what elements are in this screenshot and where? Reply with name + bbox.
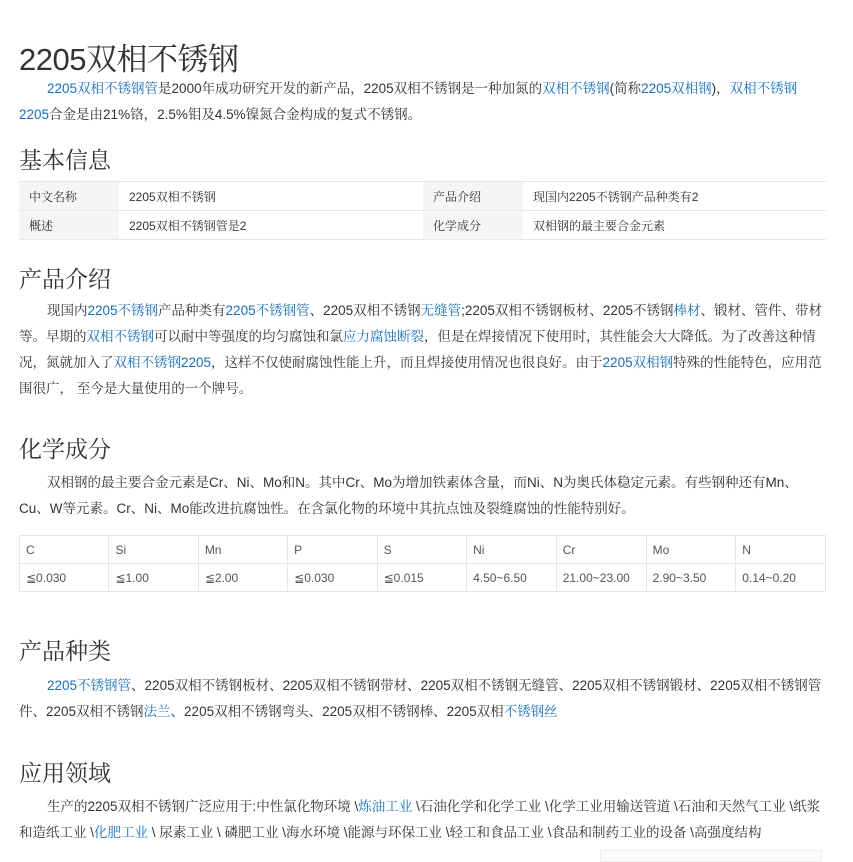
inline-link[interactable]: 2205双相不锈钢管 xyxy=(47,81,159,96)
inline-link[interactable]: 化肥工业 xyxy=(94,825,149,840)
info-value: 现国内2205不锈钢产品种类有2 xyxy=(523,182,826,211)
chemistry-paragraph xyxy=(19,470,826,522)
element-value: ≦2.00 xyxy=(198,564,287,592)
element-value: 21.00~23.00 xyxy=(556,564,646,592)
text-segment: 生产的2205双相不锈钢广泛应用于:中性氯化物环境 \ xyxy=(47,799,359,814)
table-row xyxy=(19,182,826,211)
info-label: 化学成分 xyxy=(423,211,523,240)
section-heading-basic-info: 基本信息 xyxy=(19,147,111,173)
inline-link[interactable]: 法兰 xyxy=(143,704,171,719)
text-segment: 产品种类有 xyxy=(158,303,226,318)
inline-link[interactable]: 2205双相钢 xyxy=(641,81,712,96)
element-header: C xyxy=(20,536,109,564)
text-segment: \石油化学和化学工业 \化学工业用输送管道 \石油和天然气工业 \纸浆和造纸工业 \ xyxy=(19,799,821,840)
text-segment: 、锻材、管件、带材等。早期的 xyxy=(19,303,822,344)
text-segment: \ 尿素工业 \ 磷肥工业 \海水环境 \能源与环保工业 \轻工和食品工业 \食品和制药工业的设备 \高强度结构 xyxy=(148,825,762,840)
section-heading-applications: 应用领域 xyxy=(19,760,111,786)
element-value: ≦0.015 xyxy=(377,564,466,592)
element-value: 2.90~3.50 xyxy=(646,564,736,592)
inline-link[interactable]: 双相不锈钢2205 xyxy=(19,81,798,122)
inline-link[interactable]: 双相不锈钢2205 xyxy=(113,355,212,370)
inline-link[interactable]: 双相不锈钢 xyxy=(542,81,610,96)
section-heading-product-intro: 产品介绍 xyxy=(19,266,111,292)
info-label: 产品介绍 xyxy=(423,182,523,211)
info-label: 中文名称 xyxy=(19,182,119,211)
element-header: S xyxy=(377,536,466,564)
element-value: 0.14~0.20 xyxy=(736,564,826,592)
element-header: P xyxy=(288,536,377,564)
inline-link[interactable]: 无缝管 xyxy=(420,303,462,318)
product-types-paragraph xyxy=(19,673,826,725)
intro-paragraph xyxy=(19,76,826,128)
floating-panel xyxy=(600,850,822,862)
inline-link[interactable]: 不锈钢丝 xyxy=(503,704,558,719)
basic-info-table xyxy=(19,181,826,240)
page-title: 2205双相不锈钢 xyxy=(19,42,239,77)
inline-link[interactable]: 2205不锈钢管 xyxy=(225,303,310,318)
inline-link[interactable]: 炼油工业 xyxy=(358,799,413,814)
inline-link[interactable]: 2205双相钢 xyxy=(602,355,674,370)
text-segment: 、2205双相不锈钢弯头、2205双相不锈钢棒、2205双相 xyxy=(170,704,504,719)
section-heading-chemistry: 化学成分 xyxy=(19,436,111,462)
inline-link[interactable]: 双相不锈钢 xyxy=(86,329,154,344)
element-header: Cr xyxy=(556,536,646,564)
inline-link[interactable]: 应力腐蚀断裂 xyxy=(343,329,424,344)
text-segment: ，这样不仅使耐腐蚀性能上升，而且焊接使用情况也很良好。由于 xyxy=(211,355,603,370)
info-value: 2205双相不锈钢管是2 xyxy=(119,211,423,240)
text-segment: ;2205双相不锈钢板材、2205不锈钢 xyxy=(461,303,674,318)
text-segment: 、2205双相不锈钢板材、2205双相不锈钢带材、2205双相不锈钢无缝管、2205双相不锈钢锻材、2205双相不锈钢管件、2205双相不锈钢 xyxy=(19,678,822,719)
element-value: ≦1.00 xyxy=(109,564,198,592)
product-intro-paragraph xyxy=(19,298,826,402)
text-segment: 、2205双相不锈钢 xyxy=(309,303,421,318)
table-row xyxy=(20,564,826,592)
text-segment: )， xyxy=(711,81,730,96)
text-segment: 可以耐中等强度的均匀腐蚀和氯 xyxy=(154,329,343,344)
inline-link[interactable]: 2205不锈钢管 xyxy=(47,678,132,693)
element-header: Mn xyxy=(198,536,287,564)
section-heading-product-types: 产品种类 xyxy=(19,638,111,664)
element-header: Mo xyxy=(646,536,736,564)
element-value: 4.50~6.50 xyxy=(467,564,557,592)
element-header: N xyxy=(736,536,826,564)
element-value: ≦0.030 xyxy=(288,564,377,592)
info-value: 双相钢的最主要合金元素 xyxy=(523,211,826,240)
text-segment: ，但是在焊接情况下使用时，其性能会大大降低。为了改善这种情况，氮就加入了 xyxy=(19,329,816,370)
text-segment: 合金是由21%铬，2.5%钼及4.5%镍氮合金构成的复式不锈钢。 xyxy=(49,107,422,122)
chemistry-table xyxy=(19,535,826,592)
info-label: 概述 xyxy=(19,211,119,240)
element-value: ≦0.030 xyxy=(20,564,109,592)
element-header: Si xyxy=(109,536,198,564)
table-header-row xyxy=(20,536,826,564)
text-segment: 特殊的性能特色，应用范围很广， 至今是大量使用的一个牌号。 xyxy=(19,355,822,396)
inline-link[interactable]: 棒材 xyxy=(673,303,701,318)
applications-paragraph xyxy=(19,794,826,846)
text-segment: (简称 xyxy=(609,81,642,96)
info-value: 2205双相不锈钢 xyxy=(119,182,423,211)
text-segment: 现国内 xyxy=(47,303,88,318)
inline-link[interactable]: 2205不锈钢 xyxy=(87,303,159,318)
text-segment: 双相钢的最主要合金元素是Cr、Ni、Mo和N。其中Cr、Mo为增加铁素体含量，而Ni、N为奥氏体稳定元素。有些钢种还有Mn、Cu、W等元素。Cr、Ni、Mo能改进抗腐蚀性。在含氯化物的环境中其抗点蚀及裂缝腐蚀的性能特别好。 xyxy=(19,475,798,516)
text-segment: 是2000年成功研究开发的新产品，2205双相不锈钢是一种加氮的 xyxy=(158,81,543,96)
element-header: Ni xyxy=(467,536,557,564)
table-row xyxy=(19,211,826,240)
